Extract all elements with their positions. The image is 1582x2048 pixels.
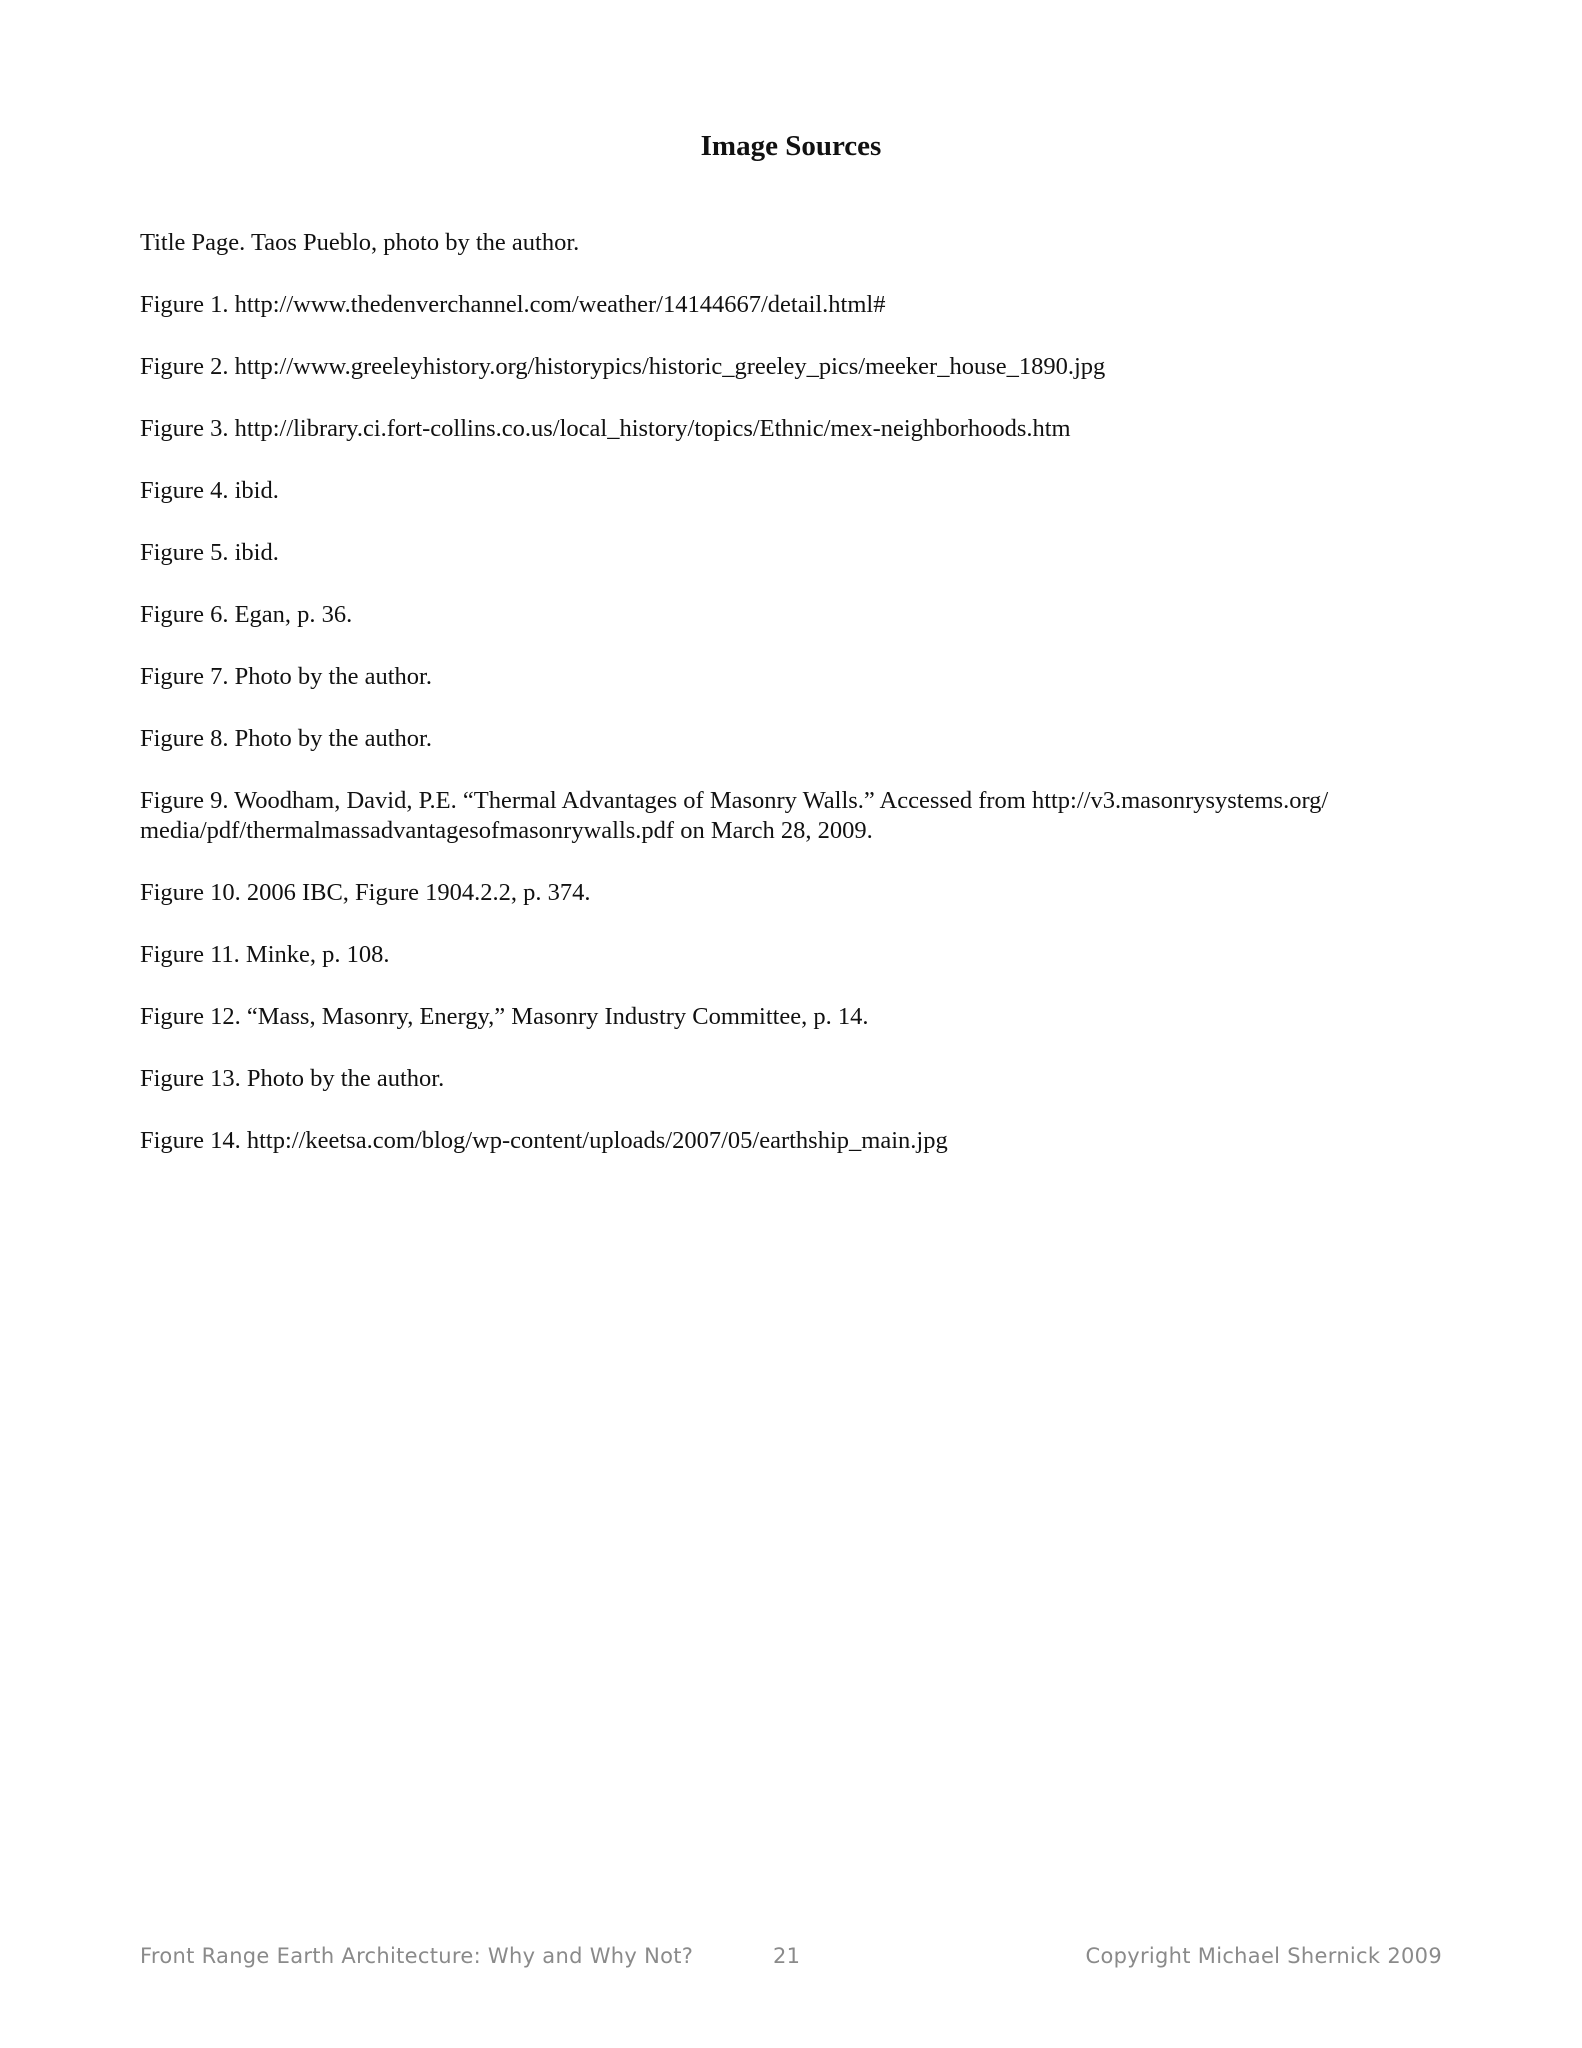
image-sources-list [140,228,1450,1188]
source-entry: Figure 4. ibid. [140,477,279,504]
source-entry: Figure 12. “Mass, Masonry, Energy,” Masonry Industry Committee, p. 14. [140,1003,869,1030]
source-entry: Figure 14. http://keetsa.com/blog/wp-content/uploads/2007/05/earthship_main.jpg [140,1127,948,1154]
footer-copyright: Copyright Michael Shernick 2009 [1085,1944,1442,1968]
source-entry: Figure 8. Photo by the author. [140,725,432,752]
page-footer [140,1944,1442,1974]
footer-book-title: Front Range Earth Architecture: Why and Why Not? [140,1944,694,1968]
source-entry: Figure 10. 2006 IBC, Figure 1904.2.2, p. 374. [140,879,591,906]
source-entry: Figure 11. Minke, p. 108. [140,941,390,968]
source-entry: Figure 6. Egan, p. 36. [140,601,353,628]
source-entry: Figure 13. Photo by the author. [140,1065,445,1092]
page-title: Image Sources [700,130,882,162]
source-entry: Figure 1. http://www.thedenverchannel.com/weather/14144667/detail.html# [140,291,886,318]
source-entry: Title Page. Taos Pueblo, photo by the author. [140,229,580,256]
footer-page-number: 21 [773,1944,801,1968]
source-entry: Figure 5. ibid. [140,539,279,566]
source-entry: Figure 9. Woodham, David, P.E. “Thermal Advantages of Masonry Walls.” Accessed from http://v3.masonrysystems.org/ media/pdf/thermalmassadvantagesofmasonrywalls.pdf on March 28, 2009. [140,787,1329,844]
source-entry: Figure 2. http://www.greeleyhistory.org/historypics/historic_greeley_pics/meeker_house_1890.jpg [140,353,1106,380]
source-entry: Figure 7. Photo by the author. [140,663,432,690]
source-entry: Figure 3. http://library.ci.fort-collins.co.us/local_history/topics/Ethnic/mex-neighborhoods.htm [140,415,1071,442]
